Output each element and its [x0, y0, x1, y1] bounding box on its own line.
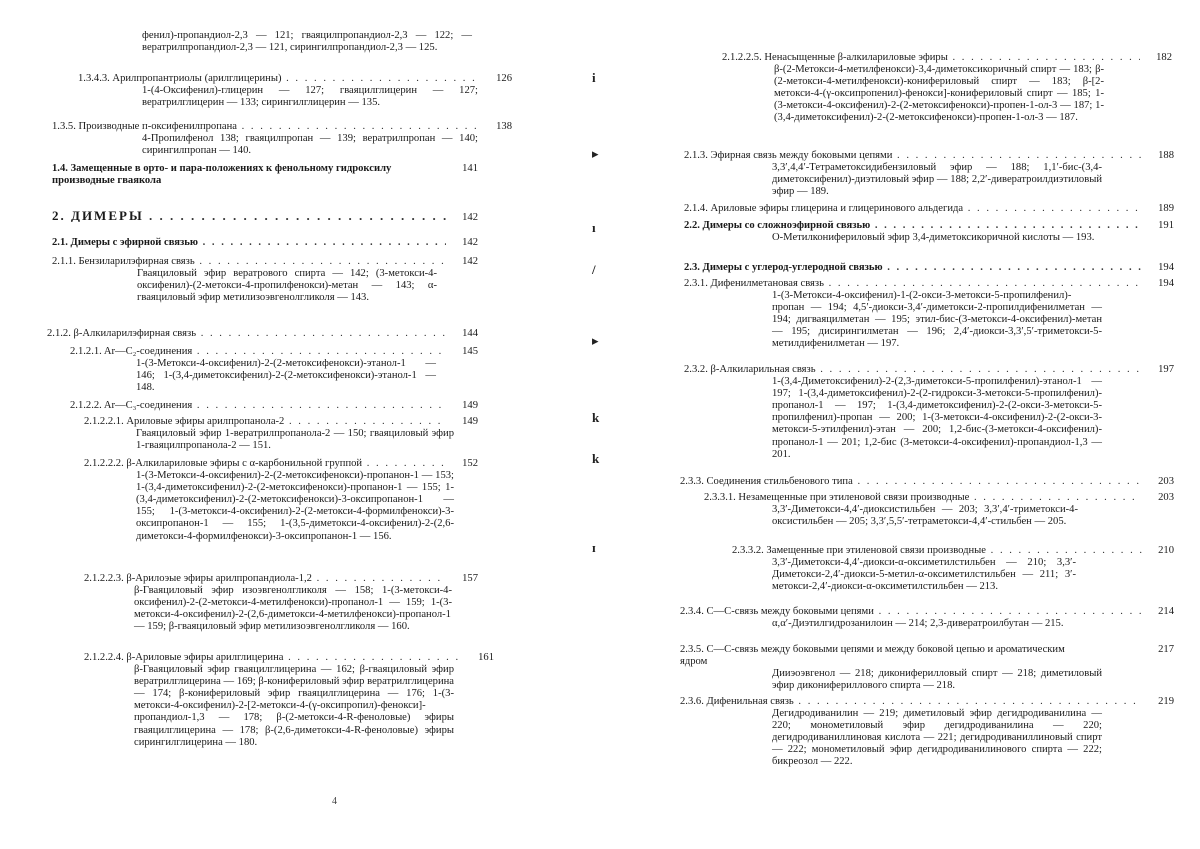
entry-description: Гваяциловый эфир 1-вератрилпропанола-2 — 150; гваяциловый эфир 1-гваяцилпропанола-2 — 151. — [136, 428, 454, 452]
gutter-mark: i — [592, 70, 596, 85]
entry-heading: 2.1.2.2.4. β-Ариловые эфиры арилглицерина . . . — [84, 652, 462, 664]
entry-description: Дииэоэвгенол — 218; дикониферилловый спирт — 218; диметиловый эфир диконифериллового спирта — 218. — [772, 668, 1102, 692]
entry-page-number: 149 — [462, 400, 478, 411]
entry-page-number: 197 — [1158, 364, 1174, 375]
gutter-mark: ɪ — [592, 540, 596, 555]
entry-heading: 2.1.1. Бензиларилэфирная связь . . . — [52, 256, 446, 268]
toc-entry — [84, 573, 478, 633]
entry-page-number: 191 — [1158, 220, 1174, 231]
entry-page-number: 161 — [478, 652, 494, 663]
entry-description: 1-(4-Оксифенил)-глицерин — 127; гваяцилглицерин — 127; вератрилглицерин — 133; сирингилглицерин — 135. — [142, 85, 478, 109]
toc-entry — [684, 278, 1174, 351]
entry-description: 4-Пропилфенол 138; гваяцилпропан — 139; вератрилпропан — 140; сирингилпропан — 140. — [142, 133, 478, 157]
toc-entry — [684, 262, 1174, 274]
entry-heading: 2.3.1. Дифенилметановая связь . . . — [684, 278, 1142, 290]
entry-heading: 2. ДИМЕРЫ . . . — [52, 210, 446, 222]
toc-entry — [684, 150, 1174, 198]
toc-entry — [142, 30, 472, 54]
toc-entry — [70, 400, 478, 412]
entry-heading: 2.3.3.2. Замещенные при этиленовой связи производные . . . — [732, 545, 1142, 557]
gutter-mark: ▸ — [592, 333, 599, 348]
toc-entry — [78, 73, 512, 109]
entry-page-number: 219 — [1158, 696, 1174, 707]
toc-entry — [722, 52, 1172, 125]
entry-description: Дегидродиванилин — 219; диметиловый эфир дегидродиванилина — 220; монометиловый эфир дегидродиванилина — 220; дегидродиваниллиновая кислота — 221; дегидродиваниллиновый спирт — 222; монометиловый эфир дегидродиванилинового спирта — 222; бикреозол — 222. — [772, 708, 1102, 768]
toc-entry — [680, 476, 1174, 488]
entry-description: Гваяциловый эфир вератрового спирта — 142; (3-метокси-4-оксифенил)-(2-метокси-4-пропилфенокси)-метан — 143; α-гваяциловый эфир метилизоэвгенолгликоля — 143. — [137, 268, 437, 304]
toc-entry — [704, 492, 1174, 528]
gutter-mark: / — [592, 262, 596, 277]
toc-entry — [70, 346, 478, 394]
toc-entry — [684, 364, 1174, 461]
gutter-mark: ▸ — [592, 146, 599, 161]
toc-entry — [680, 644, 1174, 692]
entry-heading: 1.4. Замещенные в орто- и пара-положениях к фенольному гидроксилу производные гваякола — [52, 163, 392, 187]
entry-page-number: 194 — [1158, 278, 1174, 289]
toc-entry — [52, 256, 478, 304]
entry-heading: 2.3.6. Дифенильная связь . . . — [680, 696, 1142, 708]
entry-heading: 1.3.4.3. Арилпропантриолы (арилглицерины) . . . — [78, 73, 480, 85]
entry-description: β-Гваяциловый эфир изоэвгенолгликоля — 158; 1-(3-метокси-4-оксифенил)-2-(2-метокси-4-метилфенокси)-пропанол-1 — 159; 1-(3-метокси-4-оксифенил)-2-(2,6-диметокси-4-метилфенокси)-пропанол-1 — 159; β-гваяциловый эфир метилизоэвгенолгликоля — 160. — [134, 585, 452, 633]
entry-heading: 2.1.2. β-Алкиларилэфирная связь . . . — [47, 328, 446, 340]
entry-heading: 2.3.4. C—C-связь между боковыми цепями . . . — [680, 606, 1142, 618]
entry-page-number: 157 — [462, 573, 478, 584]
entry-heading: 2.1.2.2.2. β-Алкилариловые эфиры с α-карбонильной группой . . . — [84, 458, 446, 470]
entry-description: 3,3′-Диметокси-4,4′-диокси-α-оксиметилстильбен — 210; 3,3′-Диметокси-2,4′-диокси-5-метил-α-оксиметилстильбен — 211; 3′-метокси-2,4′-диокси-α-оксиметилстильбен — 213. — [772, 557, 1076, 593]
gutter-mark: ı — [592, 220, 596, 235]
entry-description: 1-(3-Метокси-4-оксифенил)-1-(2-окси-3-метокси-5-пропилфенил)-пропан — 194; 4,5′-диокси-3,4′-диметокси-2-пропилдифенилметан — 194; дигваяцилметан — 195; этил-бис-(3-метокси-4-оксифенил)-метан — 195; дисирингилметан — 196; 2,4′-диокси-3,3′,5′-триметокси-5-метилдифенилметан — 197. — [772, 290, 1102, 350]
entry-page-number: 141 — [462, 163, 478, 174]
entry-heading: 2.1.2.2.3. β-Арилоэые эфиры арилпропандиола-1,2 . . . — [84, 573, 446, 585]
toc-entry — [684, 203, 1174, 215]
toc-entry — [52, 237, 478, 249]
entry-heading: 2.3.3.1. Незамещенные при этиленовой связи производные . . . — [704, 492, 1142, 504]
toc-entry — [684, 220, 1174, 244]
entry-heading: 2.3.2. β-Алкиларильная связь . . . — [684, 364, 1142, 376]
entry-heading: 2.1. Димеры с эфирной связью . . . — [52, 237, 446, 249]
entry-heading: 2.2. Димеры со сложноэфирной связью . . . — [684, 220, 1142, 232]
entry-heading: 2.3. Димеры с углерод-углеродной связью . . . — [684, 262, 1142, 274]
entry-page-number: 142 — [462, 237, 478, 248]
entry-description: фенил)-пропандиол-2,3 — 121; гваяцилпропандиол-2,3 — 122; — вератрилпропандиол-2,3 — 121, сирингилпропандиол-2,3 — 125. — [142, 30, 472, 54]
toc-entry — [84, 458, 478, 543]
toc-entry — [84, 416, 478, 452]
entry-description: α,α′-Диэтилгидрозанилоин — 214; 2,3-дивератроилбутан — 215. — [772, 618, 1064, 630]
entry-page-number: 182 — [1156, 52, 1172, 63]
entry-heading: 2.1.2.2. Ar—C₃-соединения . . . — [70, 400, 446, 412]
page-footer-mark: 4 — [332, 796, 337, 807]
entry-heading: 2.1.4. Ариловые эфиры глицерина и глицеринового альдегида . . . — [684, 203, 1142, 215]
entry-description: β-(2-Метокси-4-метилфенокси)-3,4-диметоксикоричный спирт — 183; β-(2-метокси-4-метилфенокси)-конифериловый спирт — 183; β-[2-метокси-4-(γ-оксипропенил)-фенокси]-конифериловый спирт — 185; 1-(3-метокси-4-оксифенил)-2-(2-метоксифенокси)-пропен-1-ол-3 — 187; 1-(3,4-диметоксифенил)-2-(2-метоксифенокси)-пропен-1-ол-3 — 187. — [774, 64, 1104, 124]
entry-description: О-Метилконифериловый эфир 3,4-диметоксикоричной кислоты — 193. — [772, 232, 1095, 244]
entry-page-number: 126 — [496, 73, 512, 84]
toc-entry — [680, 696, 1174, 769]
entry-page-number: 217 — [1158, 644, 1174, 655]
entry-page-number: 210 — [1158, 545, 1174, 556]
entry-heading: 1.3.5. Производные п-оксифенилпропана . . . — [52, 121, 480, 133]
entry-page-number: 188 — [1158, 150, 1174, 161]
entry-description: 1-(3,4-Диметоксифенил)-2-(2,3-диметокси-5-пропилфенил)-этанол-1 — 197; 1-(3,4-диметоксифенил)-2-(2-гидрокси-3-метокси-5-пропилфенил)-пропанол-1 — 197; 1-(3,4-диметоксифенил)-2-(2-окси-3-метокси-5-пропилфенил)-пропан — 200; 1-(3-метокси-4-оксифенил)-2-(2-окси-3-метокси-5-этилфенил)-этан — 200; 1,2-бис-(3-метокси-4-оксифенил)-пропанол-1 — 201; 1,2-бис (3-метокси-4-оксифенил)-пропандиол-1,3 — 201. — [772, 376, 1102, 460]
entry-heading: 2.3.3. Соединения стильбенового типа . . . — [680, 476, 1142, 488]
entry-page-number: 214 — [1158, 606, 1174, 617]
entry-heading: 2.3.5. C—C-связь между боковыми цепями и между боковой цепью и ароматическим ядром — [680, 644, 1065, 668]
entry-description: 3,3′,4,4′-Тетраметоксидибензиловый эфир — 188; 1,1′-бис-(3,4-диметоксифенил)-диэтиловый эфир — 188; 2,2′-дивератроилдиэтиловый эфир — 189. — [772, 162, 1102, 198]
toc-entry — [52, 163, 478, 187]
entry-page-number: 142 — [462, 212, 478, 223]
entry-description: 1-(3-Метокси-4-оксифенил)-2-(2-метоксифенокси)-этанол-1 — 146; 1-(3,4-диметоксифенил)-2-(2-метоксифенокси)-этанол-1 — 148. — [136, 358, 436, 394]
entry-page-number: 145 — [462, 346, 478, 357]
entry-heading: 2.1.2.1. Ar—C₂-соединения . . . — [70, 346, 446, 358]
entry-description: β-Гваяциловый эфир гваяцилглицерина — 162; β-гваяциловый эфир вератрилглицерина — 169; β-конифериловый эфир вератрилглицерина — 174; β-конифериловый эфир гваяцилглицерина — 176; 1-(3-метокси-4-оксифенил)-2-[2-метокси-4-(γ-оксипропил)-фенокси]-пропандиол-1,3 — 178; β-(2-метокси-4-R-феноловые) эфиры гваяцилглицерина — 178; β-(2,6-диметокси-4-R-феноловые) эфиры сирингилглицерина — 180. — [134, 664, 454, 748]
entry-description: 1-(3-Метокси-4-оксифенил)-2-(2-метоксифенокси)-пропанон-1 — 153; 1-(3,4-диметоксифенил)-2-(2-метоксифенокси)-пропанон-1 — 155; 1-(3,4-диметоксифенил)-2-(2-метоксифенокси)-3-оксипропанон-1 — 155; 1-(3-метокси-4-оксифенил)-2-(2-метокси-4-формилфенокси)-3-оксипропанон-1 — 155; 1-(3,5-диметокси-4-оксифенил)-2-(2,6-диметокси-4-формилфенокси)-3-оксипропанон-1 — 156. — [136, 470, 454, 542]
right-page — [600, 0, 1200, 849]
toc-entry — [732, 545, 1174, 593]
entry-page-number: 138 — [496, 121, 512, 132]
entry-page-number: 152 — [462, 458, 478, 469]
entry-page-number: 142 — [462, 256, 478, 267]
entry-page-number: 194 — [1158, 262, 1174, 273]
entry-heading: 2.1.3. Эфирная связь между боковыми цепями . . . — [684, 150, 1142, 162]
entry-page-number: 203 — [1158, 492, 1174, 503]
entry-page-number: 203 — [1158, 476, 1174, 487]
gutter-mark: k — [592, 451, 600, 466]
toc-entry — [52, 121, 512, 157]
entry-heading: 2.1.2.2.5. Ненасыщенные β-алкилариловые эфиры . . . — [722, 52, 1140, 64]
toc-entry — [84, 652, 494, 749]
entry-description: 3,3′-Диметокси-4,4′-диоксистильбен — 203; 3,3′,4′-триметокси-4-оксистильбен — 205; 3,3′,5,5′-тетраметокси-4,4′-стильбен — 205. — [772, 504, 1078, 528]
entry-heading: 2.1.2.2.1. Ариловые эфиры арилпропанола-2 . . . — [84, 416, 446, 428]
toc-entry — [680, 606, 1174, 630]
entry-page-number: 189 — [1158, 203, 1174, 214]
toc-entry — [52, 210, 478, 224]
gutter-mark: k — [592, 410, 600, 425]
toc-entry — [47, 328, 478, 340]
entry-page-number: 144 — [462, 328, 478, 339]
entry-page-number: 149 — [462, 416, 478, 427]
